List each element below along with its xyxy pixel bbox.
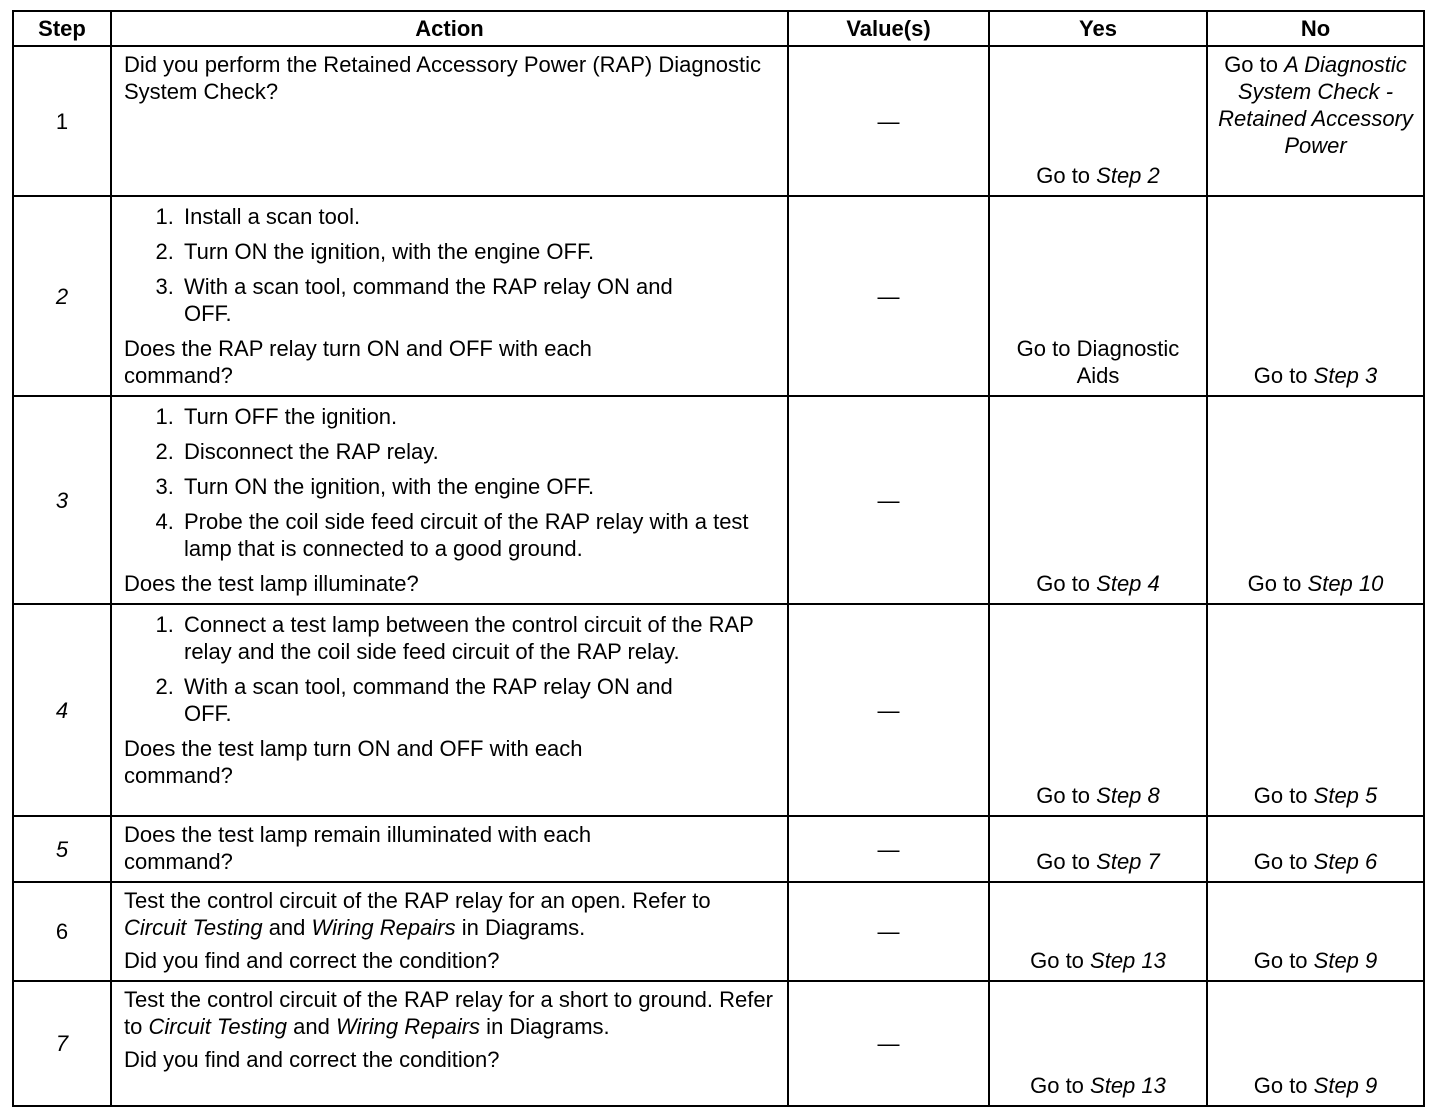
step-number: 7 <box>13 981 111 1106</box>
no-cell <box>1207 816 1424 882</box>
yes-link[interactable]: Step 13 <box>1090 1073 1166 1098</box>
action-instruction <box>124 986 777 1040</box>
value-cell: — <box>788 396 989 604</box>
instruction-text: Test the control circuit of the RAP relay for an open. Refer to <box>124 888 711 913</box>
action-list <box>124 203 777 327</box>
yes-prefix: Go to <box>1036 849 1097 874</box>
action-question: Does the test lamp remain illuminated with each command? <box>124 822 592 874</box>
action-item: 4. Probe the coil side feed circuit of the RAP relay with a test lamp that is connected to a good ground. <box>180 508 777 562</box>
step-number: 6 <box>13 882 111 981</box>
yes-cell <box>989 604 1207 816</box>
value-cell: — <box>788 981 989 1106</box>
table-row <box>13 981 1424 1106</box>
header-action: Action <box>111 11 788 46</box>
no-cell <box>1207 196 1424 396</box>
action-question: Does the test lamp illuminate? <box>124 571 419 596</box>
header-row <box>13 11 1424 46</box>
no-link[interactable]: Step 6 <box>1313 849 1378 874</box>
circuit-testing-ref[interactable]: Circuit Testing <box>124 915 263 940</box>
action-item: 2. Turn ON the ignition, with the engine OFF. <box>180 238 777 265</box>
no-prefix: Go to <box>1224 52 1285 77</box>
no-link[interactable]: Step 3 <box>1313 363 1378 388</box>
no-prefix: Go to <box>1247 571 1308 596</box>
no-link[interactable]: A Diagnostic System Check - Retained Accessory Power <box>1218 52 1413 158</box>
step-number: 4 <box>13 604 111 816</box>
no-cell <box>1207 604 1424 816</box>
header-step: Step <box>13 11 111 46</box>
table-row <box>13 396 1424 604</box>
action-question: Did you perform the Retained Accessory Power (RAP) Diagnostic System Check? <box>124 52 762 104</box>
instruction-text: in Diagrams. <box>480 1014 610 1039</box>
action-item: 1. Install a scan tool. <box>180 203 777 230</box>
instruction-text: and <box>262 915 312 940</box>
step-number: 2 <box>13 196 111 396</box>
no-prefix: Go to <box>1253 948 1314 973</box>
no-link[interactable]: Step 10 <box>1307 571 1384 596</box>
value-cell: — <box>788 196 989 396</box>
action-question: Did you find and correct the condition? <box>124 1047 500 1072</box>
action-question: Did you find and correct the condition? <box>124 948 500 973</box>
yes-link[interactable]: Step 8 <box>1096 783 1160 808</box>
action-item: 2. Disconnect the RAP relay. <box>180 438 777 465</box>
no-prefix: Go to <box>1253 783 1314 808</box>
action-cell <box>111 882 788 981</box>
action-item: 1. Turn OFF the ignition. <box>180 403 777 430</box>
table-row <box>13 196 1424 396</box>
value-cell: — <box>788 46 989 196</box>
yes-cell <box>989 981 1207 1106</box>
table-row <box>13 604 1424 816</box>
table-row <box>13 882 1424 981</box>
yes-prefix: Go to <box>1036 783 1097 808</box>
no-prefix: Go to <box>1253 363 1314 388</box>
action-list <box>124 403 777 562</box>
action-item: 2. With a scan tool, command the RAP relay ON and OFF. <box>180 673 777 727</box>
instruction-text: in Diagrams. <box>455 915 586 940</box>
no-prefix: Go to <box>1253 849 1314 874</box>
yes-cell <box>989 196 1207 396</box>
yes-cell <box>989 816 1207 882</box>
yes-link[interactable]: Step 2 <box>1096 163 1160 188</box>
no-link[interactable]: Step 9 <box>1313 1073 1378 1098</box>
no-cell <box>1207 882 1424 981</box>
no-prefix: Go to <box>1253 1073 1314 1098</box>
action-instruction <box>124 887 777 941</box>
step-number: 3 <box>13 396 111 604</box>
yes-link[interactable]: Step 4 <box>1096 571 1160 596</box>
circuit-testing-ref[interactable]: Circuit Testing <box>148 1014 288 1039</box>
instruction-text: and <box>287 1014 336 1039</box>
yes-text[interactable]: Go to Diagnostic Aids <box>1016 336 1180 388</box>
header-no: No <box>1207 11 1424 46</box>
value-cell: — <box>788 882 989 981</box>
no-link[interactable]: Step 9 <box>1313 948 1378 973</box>
instruction-text: Test the control circuit of the RAP relay for a short to ground. Refer to <box>124 987 773 1039</box>
no-cell <box>1207 981 1424 1106</box>
yes-cell <box>989 882 1207 981</box>
yes-cell <box>989 396 1207 604</box>
value-cell: — <box>788 604 989 816</box>
table-row <box>13 816 1424 882</box>
step-number: 1 <box>13 46 111 196</box>
action-cell <box>111 396 788 604</box>
yes-prefix: Go to <box>1030 1073 1091 1098</box>
action-question: Does the test lamp turn ON and OFF with each command? <box>124 736 583 788</box>
no-link[interactable]: Step 5 <box>1313 783 1378 808</box>
action-cell <box>111 196 788 396</box>
step-number: 5 <box>13 816 111 882</box>
no-cell <box>1207 396 1424 604</box>
yes-prefix: Go to <box>1036 571 1097 596</box>
table-row <box>13 46 1424 196</box>
yes-prefix: Go to <box>1036 163 1097 188</box>
action-item: 3. Turn ON the ignition, with the engine OFF. <box>180 473 777 500</box>
no-cell <box>1207 46 1424 196</box>
wiring-repairs-ref[interactable]: Wiring Repairs <box>335 1014 481 1039</box>
action-item: 3. With a scan tool, command the RAP relay ON and OFF. <box>180 273 777 327</box>
yes-cell <box>989 46 1207 196</box>
yes-link[interactable]: Step 13 <box>1090 948 1166 973</box>
action-item: 1. Connect a test lamp between the control circuit of the RAP relay and the coil side feed circuit of the RAP relay. <box>180 611 777 665</box>
yes-prefix: Go to <box>1030 948 1091 973</box>
header-values: Value(s) <box>788 11 989 46</box>
action-list <box>124 611 777 727</box>
diagnostic-table <box>12 10 1425 1107</box>
action-cell <box>111 981 788 1106</box>
value-cell: — <box>788 816 989 882</box>
action-cell <box>111 604 788 816</box>
wiring-repairs-ref[interactable]: Wiring Repairs <box>311 915 456 940</box>
yes-link[interactable]: Step 7 <box>1096 849 1160 874</box>
action-cell <box>111 46 788 196</box>
action-cell <box>111 816 788 882</box>
header-yes: Yes <box>989 11 1207 46</box>
action-question: Does the RAP relay turn ON and OFF with each command? <box>124 336 592 388</box>
